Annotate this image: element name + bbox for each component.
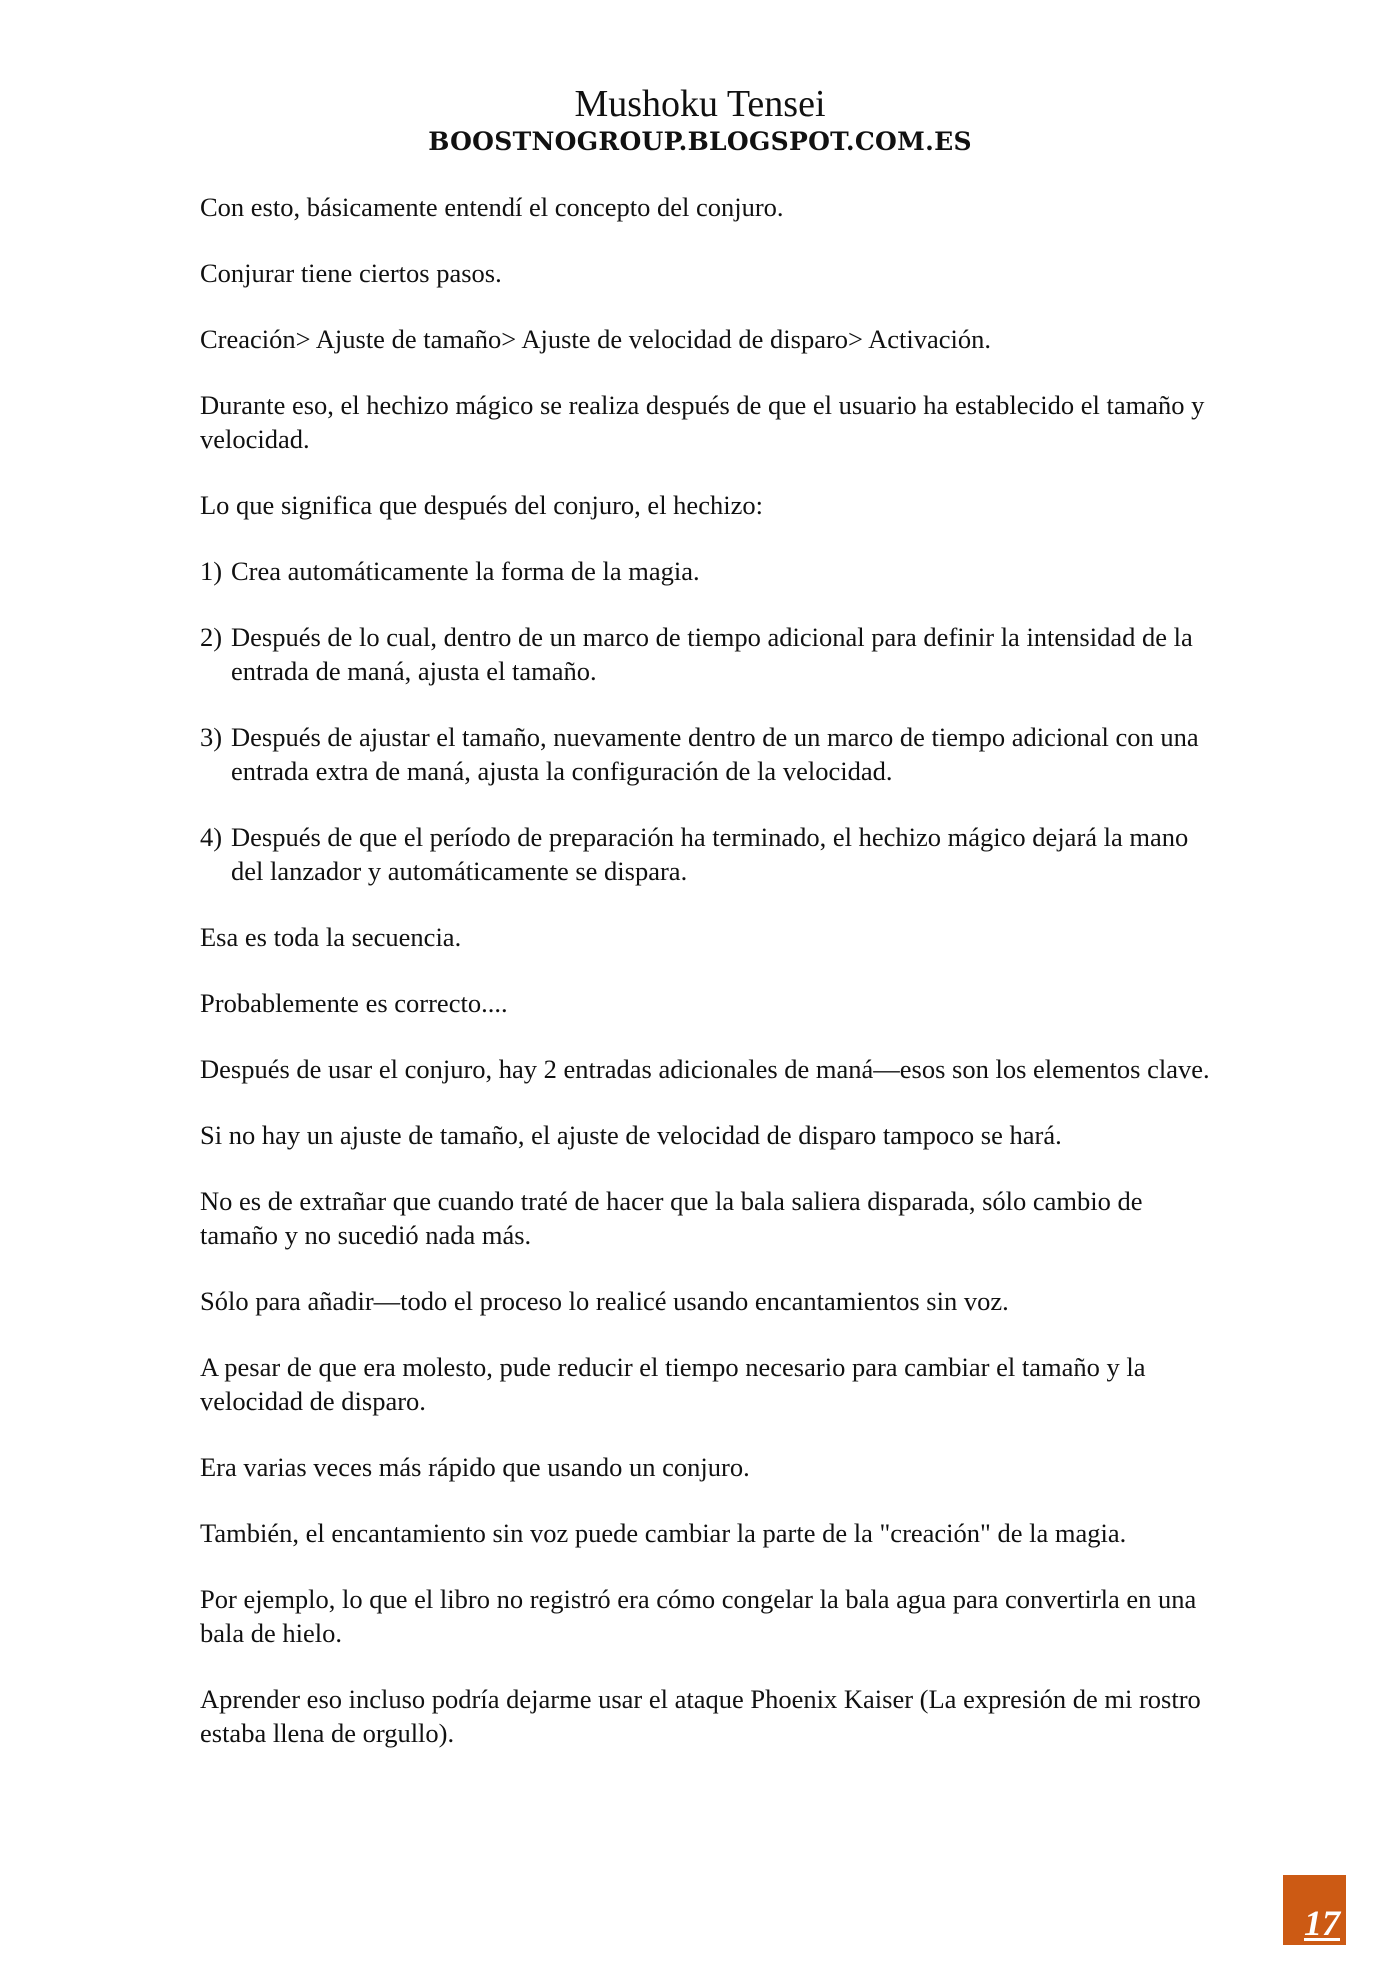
paragraph: No es de extrañar que cuando traté de hacer que la bala saliera disparada, sólo cambio de tamaño y no sucedió nada más. [200, 1186, 1143, 1250]
list-item [200, 620, 1210, 688]
book-title: Mushoku Tensei [574, 83, 826, 125]
paragraph: Probablemente es correcto.... [200, 988, 508, 1018]
paragraph: Aprender eso incluso podría dejarme usar el ataque Phoenix Kaiser (La expresión de mi rostro estaba llena de orgullo). [200, 1684, 1201, 1748]
page-number: 17 [1304, 1903, 1340, 1943]
paragraph: Durante eso, el hechizo mágico se realiza después de que el usuario ha establecido el tamaño y velocidad. [200, 390, 1205, 454]
list-item-text: Después de ajustar el tamaño, nuevamente dentro de un marco de tiempo adicional con una entrada extra de maná, ajusta la configuración de la velocidad. [231, 722, 1199, 786]
paragraph: Era varias veces más rápido que usando un conjuro. [200, 1452, 750, 1482]
paragraph: Sólo para añadir—todo el proceso lo realicé usando encantamientos sin voz. [200, 1286, 1009, 1316]
list-item [200, 820, 1210, 888]
list-item-text: Crea automáticamente la forma de la magia. [231, 556, 700, 586]
site-url: BOOSTNOGROUP.BLOGSPOT.COM.ES [428, 127, 972, 156]
list-item-number: 2) [200, 622, 223, 652]
paragraph: Con esto, básicamente entendí el concepto del conjuro. [200, 192, 784, 222]
list-item-text: Después de que el período de preparación ha terminado, el hechizo mágico dejará la mano del lanzador y automáticamente se dispara. [231, 822, 1189, 886]
paragraph: También, el encantamiento sin voz puede cambiar la parte de la "creación" de la magia. [200, 1518, 1127, 1548]
paragraph: Después de usar el conjuro, hay 2 entradas adicionales de maná—esos son los elementos clave. [200, 1054, 1210, 1084]
paragraph: Lo que significa que después del conjuro, el hechizo: [200, 490, 763, 520]
paragraph: Esa es toda la secuencia. [200, 922, 462, 952]
paragraph: Por ejemplo, lo que el libro no registró era cómo congelar la bala agua para convertirla en una bala de hielo. [200, 1584, 1197, 1648]
list-item [200, 720, 1210, 788]
list-item [200, 554, 1210, 588]
page-header [0, 82, 1400, 158]
page-body [200, 190, 1210, 1782]
paragraph: Creación> Ajuste de tamaño> Ajuste de velocidad de disparo> Activación. [200, 324, 992, 354]
paragraph: Conjurar tiene ciertos pasos. [200, 258, 502, 288]
list-item-number: 4) [200, 822, 223, 852]
paragraph: Si no hay un ajuste de tamaño, el ajuste de velocidad de disparo tampoco se hará. [200, 1120, 1062, 1150]
list-item-number: 1) [200, 556, 223, 586]
page-number-badge [1283, 1875, 1346, 1945]
paragraph: A pesar de que era molesto, pude reducir el tiempo necesario para cambiar el tamaño y la velocidad de disparo. [200, 1352, 1146, 1416]
list-item-number: 3) [200, 722, 223, 752]
list-item-text: Después de lo cual, dentro de un marco de tiempo adicional para definir la intensidad de la entrada de maná, ajusta el tamaño. [231, 622, 1193, 686]
